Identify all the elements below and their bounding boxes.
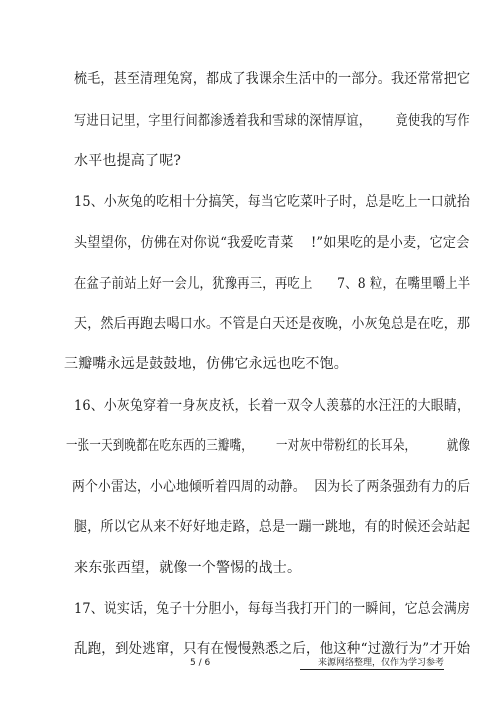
text-line: 乱跑，到处逃窜，只有在慢慢熟悉之后，他这种“过激行为”才开始: [74, 641, 471, 657]
text-line: 15、小灰兔的吃相十分搞笑，每当它吃菜叶子时，总是吃上一口就抬: [74, 194, 471, 210]
text-line: 一张一天到晚都在吃东西的三瓣嘴， 一对灰中带粉红的长耳朵， 就像: [66, 438, 471, 454]
text-line: 16、小灰兔穿着一身灰皮袄，长着一双令人羡慕的水汪汪的大眼睛，: [74, 398, 471, 414]
text-line: 写进日记里，字里行间都渗透着我和雪球的深情厚谊， 竟使我的写作: [74, 113, 470, 129]
text-line: 水平也提高了呢?: [74, 153, 182, 169]
text-line: 腿，所以它从来不好好地走路，总是一蹦一跳地，有的时候还会站起: [74, 519, 471, 535]
text-line: 梳毛，甚至清理兔窝，都成了我课余生活中的一部分。我还常常把它: [74, 71, 471, 87]
source-note: 来源网络整理，仅作为学习参考: [300, 657, 444, 670]
text-line: 在盆子前站上好一会儿，犹豫再三，再吃上 7、8 粒，在嘴里嚼上半: [74, 276, 471, 292]
text-line: 来东张西望，就像一个警惕的战士。: [74, 560, 302, 576]
text-line: 17、说实话，兔子十分胆小，每每当我打开门的一瞬间，它总会满房: [74, 601, 471, 617]
text-line: 两个小雷达，小心地倾听着四周的动静。 因为长了两条强劲有力的后: [72, 479, 471, 495]
text-line: 天，然后再跑去喝口水。不管是白天还是夜晚，小灰兔总是在吃，那: [74, 316, 471, 332]
text-line: 三瓣嘴永远是鼓鼓地，仿佛它永远也吃不饱。: [64, 356, 348, 372]
page-number: 5 / 6: [190, 658, 211, 668]
text-line: 头望望你，仿佛在对你说“我爱吃青菜 !”如果吃的是小麦，它定会: [74, 235, 470, 251]
